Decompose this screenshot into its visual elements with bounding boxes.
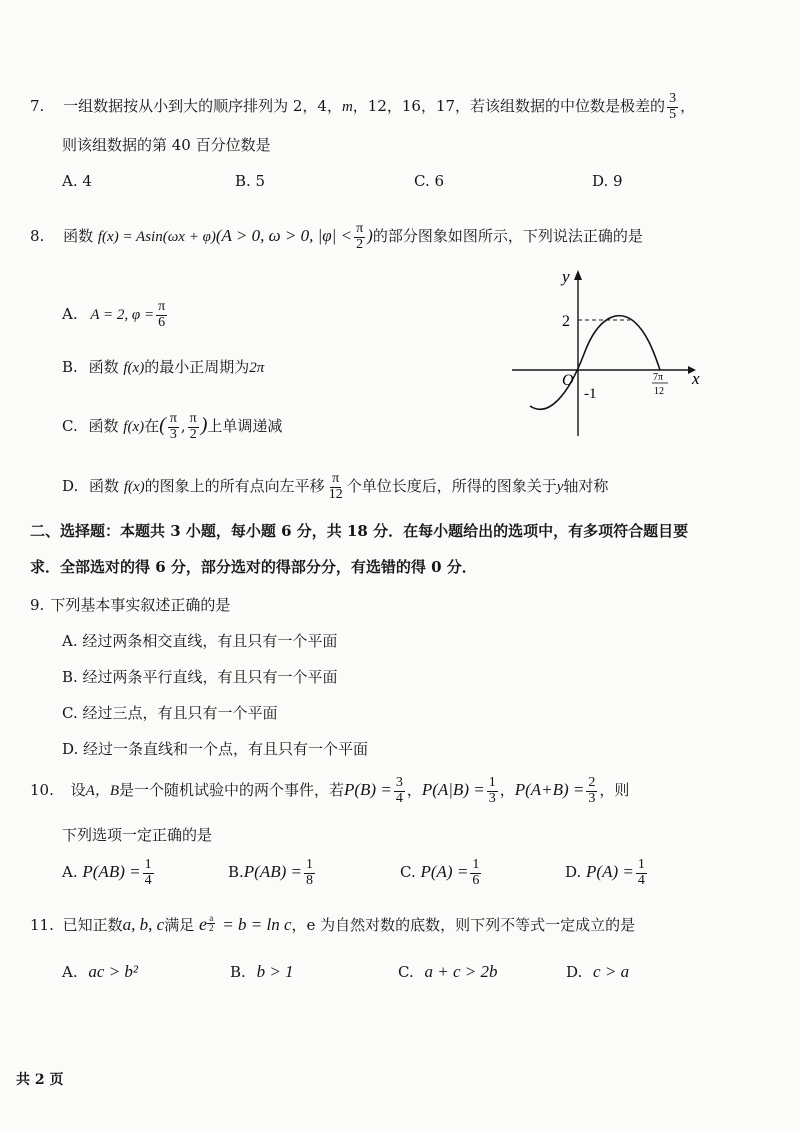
- q7-option-a[interactable]: A. 4: [62, 172, 92, 190]
- q11-option-b[interactable]: B. b > 1: [230, 962, 294, 981]
- q11-stem: 11. 已知正数a, b, c满足 e $\frac{a}{2}$ = b = ln c，e 为自然对数的底数，则下列不等式一定成立的是: [30, 913, 636, 934]
- x-axis-label: x: [692, 369, 700, 388]
- q10-stem: 10. 设A，B是一个随机试验中的两个事件，若P(B) = $\frac{3}{4}$ ，P(A|B) = $\frac{1}{3}$ ，P(A+B) = $\frac{2}{3}$ ，则: [30, 775, 630, 806]
- q8-number: 8.: [30, 227, 45, 246]
- q9-option-c[interactable]: C. 经过三点，有且只有一个平面: [62, 704, 278, 722]
- q8-function-graph: [508, 266, 708, 446]
- page-count: 共 2 页: [16, 1072, 64, 1088]
- q10-option-d[interactable]: D. P(A) = $\frac{1}{4}$: [565, 857, 645, 888]
- y-axis-label: y: [562, 267, 570, 286]
- q9-option-b[interactable]: B. 经过两条平行直线，有且只有一个平面: [62, 668, 338, 686]
- y-axis-arrow: [574, 270, 582, 280]
- q7-option-c[interactable]: C. 6: [414, 172, 445, 190]
- q7-number: 7.: [30, 97, 45, 116]
- q10-option-c[interactable]: C. P(A) = $\frac{1}{6}$: [400, 857, 480, 888]
- section2-line2: 求．全部选对的得 6 分，部分选对的得部分分，有选错的得 0 分．: [30, 558, 477, 576]
- q8-option-d[interactable]: D. 函数 f(x)的图象上的所有点向左平移 $\frac{\pi}{12}$ 个单位长度后，所得的图象关于y轴对称: [62, 471, 609, 502]
- q9-option-a[interactable]: A. 经过两条相交直线，有且只有一个平面: [62, 632, 338, 650]
- min-value-label: -1: [584, 386, 597, 402]
- q11-option-c[interactable]: C. a + c > 2b: [398, 962, 498, 981]
- x-tick-denominator: 12: [654, 386, 664, 397]
- q10-option-a[interactable]: A. P(AB) = $\frac{1}{4}$: [62, 857, 152, 888]
- q10-line2: 下列选项一定正确的是: [62, 826, 213, 844]
- q7-fraction: $\frac{3}{5}$: [669, 91, 677, 122]
- q7-line2: 则该组数据的第 40 百分位数是: [62, 136, 271, 154]
- q7-stem: 7. 一组数据按从小到大的顺序排列为 2，4，m，12，16，17，若该组数据的中位数是极差的 $\frac{3}{5}$ ，: [30, 91, 696, 122]
- q9-option-d[interactable]: D. 经过一条直线和一个点，有且只有一个平面: [62, 740, 369, 758]
- x-tick-numerator: 7π: [653, 372, 664, 383]
- q11-option-a[interactable]: A. ac > b²: [62, 962, 139, 981]
- max-value-label: 2: [562, 313, 570, 330]
- q8-option-b[interactable]: B. 函数 f(x)的最小正周期为2π: [62, 358, 265, 376]
- q8-option-c[interactable]: C. 函数 f(x)在( $\frac{\pi}{3}$ , $\frac{\pi}{2}$ )上单调递减: [62, 411, 283, 442]
- q8-stem: 8. 函数 f(x) = Asin(ωx + φ)(A > 0, ω > 0, |φ| < $\frac{\pi}{2}$ )的部分图象如图所示，下列说法正确的是: [30, 221, 643, 252]
- q10-option-b[interactable]: B.P(AB) = $\frac{1}{8}$: [228, 857, 313, 888]
- section2-line1: 二、选择题：本题共 3 小题，每小题 6 分，共 18 分．在每小题给出的选项中，有多项符合题目要: [30, 522, 689, 540]
- origin-label: O: [562, 372, 574, 389]
- q7-option-b[interactable]: B. 5: [235, 172, 266, 190]
- q9-stem: 9. 下列基本事实叙述正确的是: [30, 596, 231, 614]
- q8-option-a[interactable]: A. A = 2, φ = $\frac{\pi}{6}$: [62, 299, 166, 330]
- q11-option-d[interactable]: D. c > a: [566, 962, 630, 981]
- q7-option-d[interactable]: D. 9: [592, 172, 623, 190]
